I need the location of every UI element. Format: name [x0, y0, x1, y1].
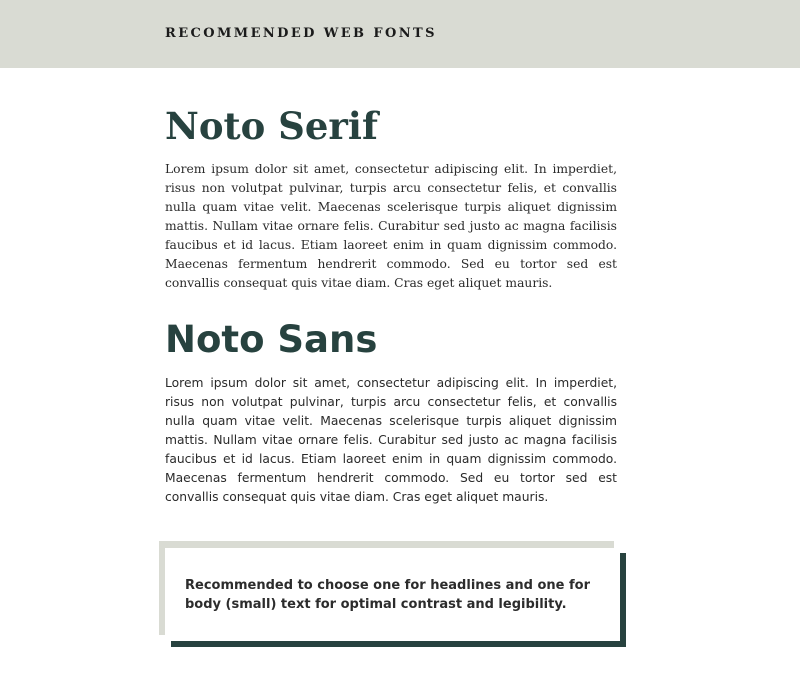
- font-heading-sans: Noto Sans: [165, 318, 378, 361]
- callout-top-accent: [159, 541, 614, 548]
- font-heading-serif: Noto Serif: [165, 104, 378, 148]
- header-title: RECOMMENDED WEB FONTS: [165, 26, 437, 41]
- font-section-sans: [165, 318, 617, 507]
- font-sample-sans: Lorem ipsum dolor sit amet, consectetur adipiscing elit. In imperdiet, risus non volutpat pulvinar, turpis arcu consectetur felis, et convallis nulla quam vitae velit. Maecenas scelerisque turpis aliquet dignissim mattis. Nullam vitae ornare felis. Curabitur sed justo ac magna facilisis faucibus et id lacus. Etiam laoreet enim in quam dignissim commodo. Maecenas fermentum hendrerit commodo. Sed eu tortor sed est convallis consequat quis vitae diam. Cras eget aliquet mauris.: [165, 376, 617, 504]
- page-header: [0, 0, 800, 68]
- font-section-serif: [165, 104, 617, 293]
- font-sample-serif: Lorem ipsum dolor sit amet, consectetur adipiscing elit. In imperdiet, risus non volutpat pulvinar, turpis arcu consectetur felis, et convallis nulla quam vitae velit. Maecenas scelerisque turpis aliquet dignissim mattis. Nullam vitae ornare felis. Curabitur sed justo ac magna facilisis faucibus et id lacus. Etiam laoreet enim in quam dignissim commodo. Maecenas fermentum hendrerit commodo. Sed eu tortor sed est convallis consequat quis vitae diam. Cras eget aliquet mauris.: [165, 162, 617, 290]
- callout-text: Recommended to choose one for headlines and one for body (small) text for optimal contrast and legibility.: [185, 578, 590, 612]
